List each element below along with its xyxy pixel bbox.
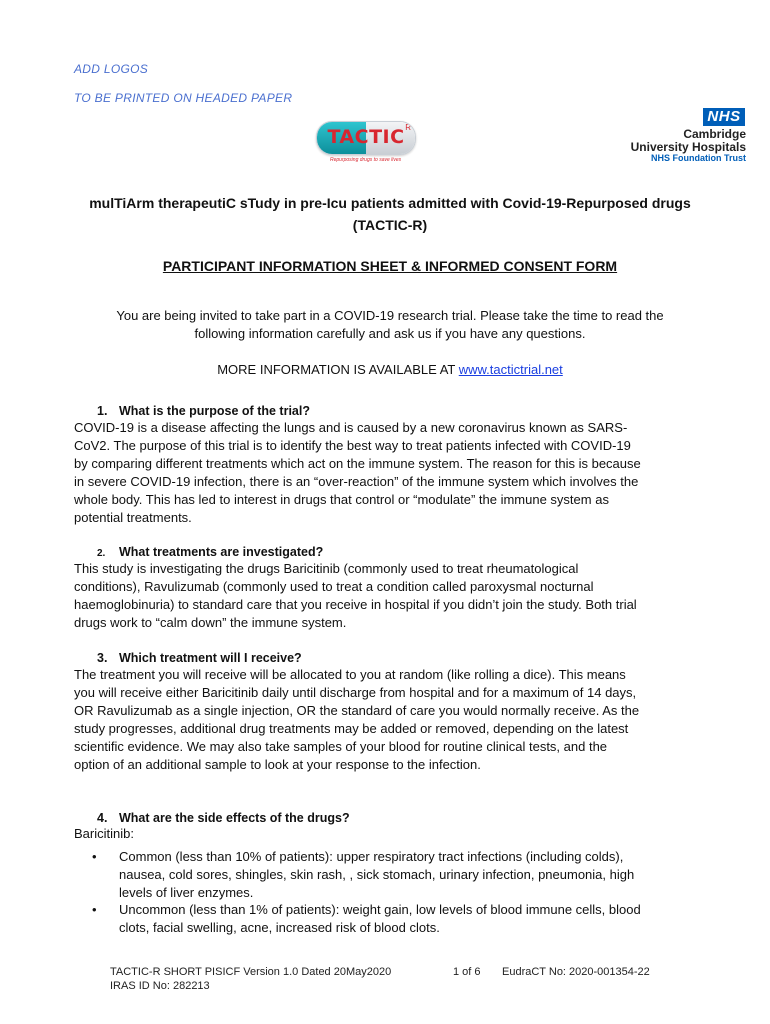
section-heading [97,545,323,559]
document-heading: PARTICIPANT INFORMATION SHEET & INFORMED CONSENT FORM [162,258,618,274]
drug-subheading: Baricitinib: [74,826,134,841]
study-acronym: (TACTIC-R) [352,217,428,233]
bullet-icon: • [92,849,97,864]
nhs-logo-badge: NHS [703,108,745,126]
footer-page-number: 1 of 6 [453,966,481,978]
section-title: What are the side effects of the drugs? [119,811,350,825]
body-line: scientific evidence. We may also take samples of your blood for routine clinical tests, and the [74,739,608,754]
section-title: Which treatment will I receive? [119,651,302,665]
body-line: potential treatments. [74,510,192,525]
body-line: The treatment you will receive will be allocated to you at random (like rolling a dice). This means [74,667,626,682]
body-line: you will receive either Baricitinib daily until discharge from hospital and for a maximum of 14 days, [74,685,637,700]
list-item-line: clots, facial swelling, acne, increased risk of blood clots. [119,920,440,935]
intro-line-1: You are being invited to take part in a COVID-19 research trial. Please take the time to read the [116,308,664,323]
tactic-tagline: Repurposing drugs to save lives [330,157,402,163]
tactic-logo-registered: R [405,123,411,132]
body-line: conditions), Ravulizumab (commonly used to treat a condition called paroxysmal nocturnal [74,579,594,594]
section-heading [97,811,350,825]
more-info-text: MORE INFORMATION IS AVAILABLE AT [217,362,459,377]
section-title: What is the purpose of the trial? [119,404,310,418]
section-number: 4. [97,811,108,825]
body-line: whole body. This has led to interest in drugs that control or “modulate” the immune system as [74,492,609,507]
body-line: haemoglobinuria) to standard care that you receive in hospital if you didn’t join the study. Both trial [74,597,637,612]
list-item-line: nausea, cold sores, shingles, skin rash, , sick stomach, urinary infection, pneumonia, high [119,867,635,882]
section-number: 1. [97,404,108,418]
section-heading [97,651,302,665]
nhs-trust-name-line3: NHS Foundation Trust [651,153,746,163]
section-title: What treatments are investigated? [119,545,324,559]
more-info [30,362,750,377]
section-number: 2. [97,548,106,559]
body-line: by comparing different treatments which act on the immune system. The reason for this is because [74,456,641,471]
trial-website-link[interactable]: www.tactictrial.net [458,362,563,377]
section-number: 3. [97,651,108,665]
body-line: CoV2. The purpose of this trial is to identify the best way to treat patients infected with COVID-19 [74,438,631,453]
intro-line-2: following information carefully and ask us if you have any questions. [194,326,586,341]
section-body [74,666,699,774]
nhs-trust-name-line2: University Hospitals [630,140,746,154]
list-item-line: levels of liver enzymes. [119,885,254,900]
body-line: option of an additional sample to look at your response to the infection. [74,757,481,772]
footer-eudract-number: EudraCT No: 2020-001354-22 [502,966,650,978]
tactic-logo-word: TACTIC [327,126,405,148]
footer-iras-id: IRAS ID No: 282213 [110,980,210,992]
add-logos-note: ADD LOGOS [74,62,149,76]
section-heading [97,404,310,418]
nhs-trust-name-line1: Cambridge [683,127,746,141]
list-item-line: Uncommon (less than 1% of patients): weight gain, low levels of blood immune cells, blood [119,902,641,917]
body-line: in severe COVID-19 infection, there is an “over-reaction” of the immune system which involves the [74,474,639,489]
body-line: study progresses, additional drug treatments may be added or removed, depending on the latest [74,721,629,736]
footer-document-version: TACTIC-R SHORT PISICF Version 1.0 Dated 20May2020 [110,966,392,978]
body-line: OR Ravulizumab as a single injection, OR the standard of care you would normally receive. As the [74,703,640,718]
section-body [74,560,699,632]
headed-paper-note: TO BE PRINTED ON HEADED PAPER [74,91,293,105]
bullet-icon: • [92,902,97,917]
body-line: This study is investigating the drugs Baricitinib (commonly used to treat rheumatological [74,561,579,576]
tactic-logo [312,117,422,169]
section-body [74,419,699,527]
list-item-line: Common (less than 10% of patients): upper respiratory tract infections (including colds), [119,849,624,864]
tactic-pill-icon [316,121,416,155]
body-line: drugs work to “calm down” the immune system. [74,615,347,630]
study-title: mulTiArm therapeutiC sTudy in pre-Icu patients admitted with Covid-19-Repurposed drugs [89,195,691,211]
body-line: COVID-19 is a disease affecting the lungs and is caused by a new coronavirus known as SARS- [74,420,628,435]
